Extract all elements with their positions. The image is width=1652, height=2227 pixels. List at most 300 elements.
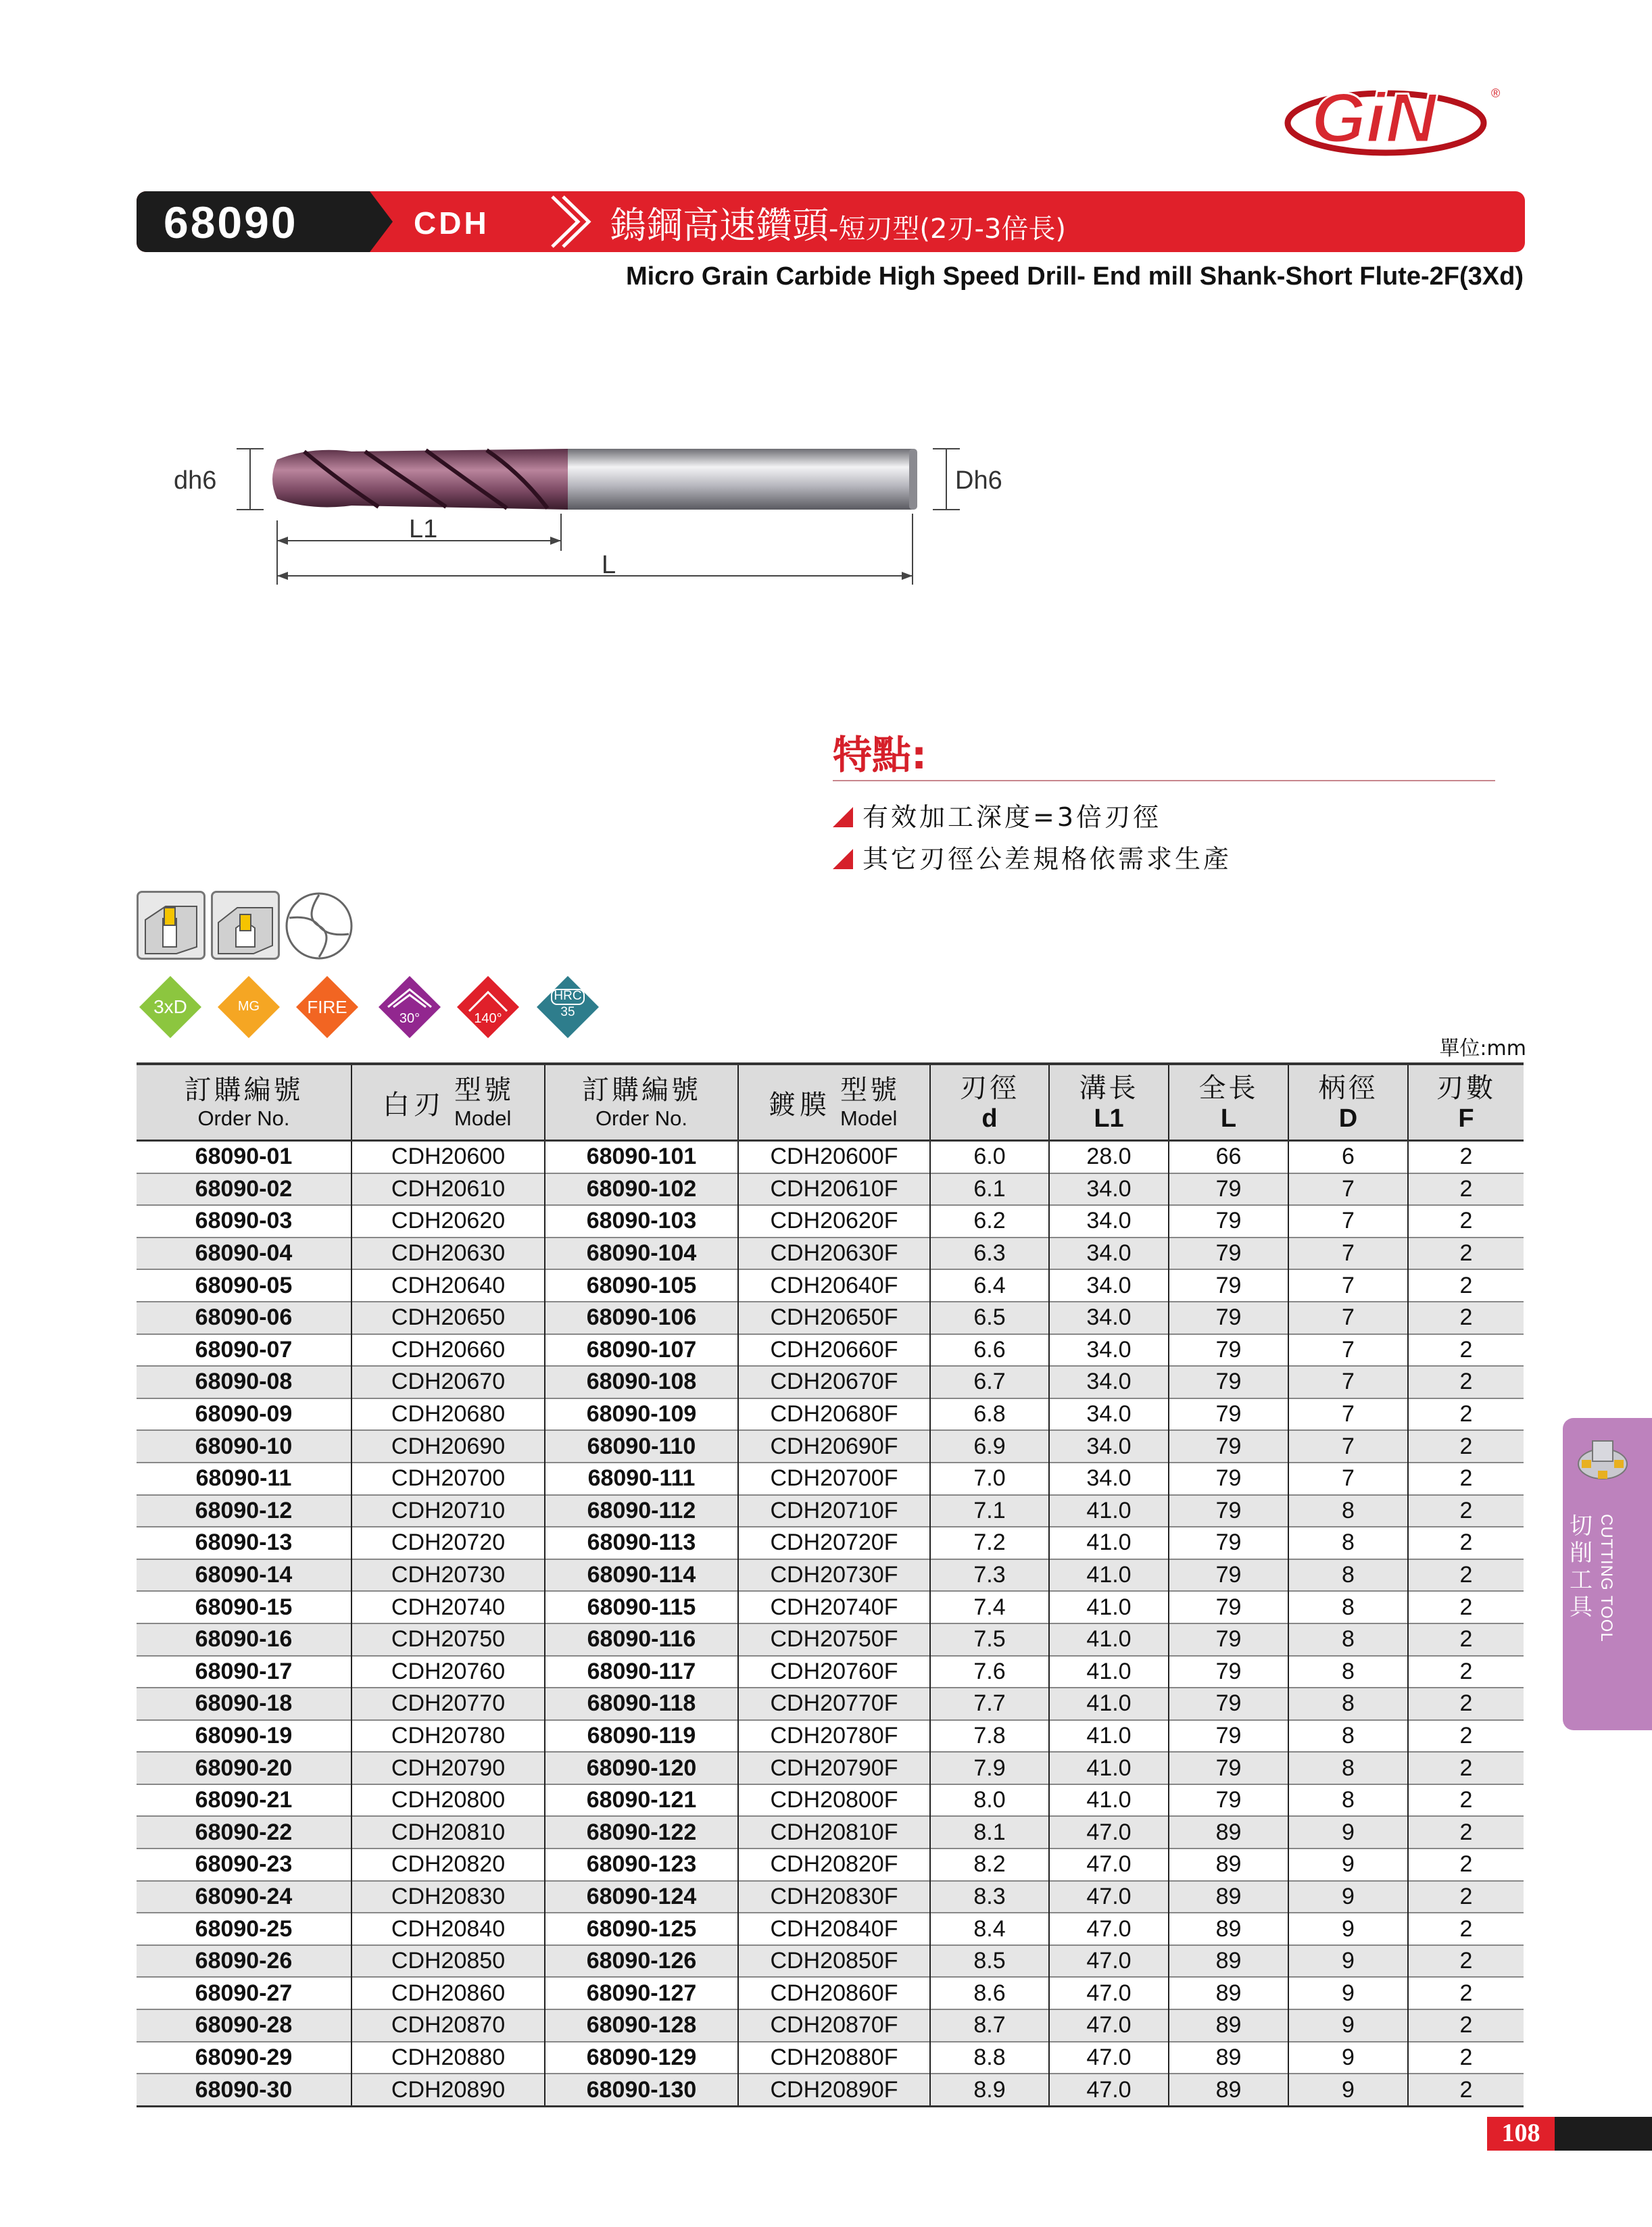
table-cell: 2 [1408, 1463, 1524, 1495]
table-cell: CDH20850 [351, 1945, 545, 1978]
table-cell: 79 [1169, 1720, 1288, 1753]
table-cell: 68090-12 [137, 1495, 351, 1527]
table-cell: 79 [1169, 1752, 1288, 1784]
table-cell: 41.0 [1049, 1495, 1169, 1527]
table-cell: 68090-14 [137, 1559, 351, 1592]
table-cell: CDH20840F [738, 1913, 930, 1945]
table-cell: 68090-111 [545, 1463, 738, 1495]
table-cell: CDH20840 [351, 1913, 545, 1945]
table-cell: 79 [1169, 1398, 1288, 1431]
table-cell: 79 [1169, 1591, 1288, 1623]
table-cell: CDH20810F [738, 1816, 930, 1849]
table-cell: 8.2 [930, 1849, 1049, 1881]
badge-fire-icon: FIRE [293, 973, 361, 1041]
table-cell: 68090-128 [545, 2009, 738, 2042]
table-cell: 8.4 [930, 1913, 1049, 1945]
table-row [137, 1366, 1524, 1398]
table-cell: 68090-103 [545, 1205, 738, 1238]
table-cell: 2 [1408, 1269, 1524, 1302]
table-cell: 8.8 [930, 2042, 1049, 2074]
table-cell: 68090-01 [137, 1141, 351, 1173]
table-cell: 7.5 [930, 1623, 1049, 1656]
table-cell: 6.0 [930, 1141, 1049, 1173]
table-cell: 7.1 [930, 1495, 1049, 1527]
table-row [137, 1623, 1524, 1656]
table-cell: 2 [1408, 1302, 1524, 1334]
table-row [137, 1591, 1524, 1623]
table-cell: 7.0 [930, 1463, 1049, 1495]
badge-3xd-icon: 3xD [137, 973, 204, 1041]
table-row [137, 1945, 1524, 1978]
table-row [137, 1527, 1524, 1559]
table-cell: 68090-20 [137, 1752, 351, 1784]
table-cell: 9 [1288, 1816, 1408, 1849]
table-cell: 8.6 [930, 1977, 1049, 2009]
table-cell: 68090-23 [137, 1849, 351, 1881]
table-cell: 6.6 [930, 1334, 1049, 1367]
col-order-no-coated: 訂購編號 Order No. [545, 1064, 738, 1141]
table-row [137, 1784, 1524, 1817]
table-row [137, 1559, 1524, 1592]
table-cell: 2 [1408, 1720, 1524, 1753]
table-cell: 2 [1408, 1398, 1524, 1431]
table-cell: 7.4 [930, 1591, 1049, 1623]
table-cell: 68090-116 [545, 1623, 738, 1656]
table-cell: 89 [1169, 2074, 1288, 2106]
table-row [137, 1688, 1524, 1720]
table-cell: 41.0 [1049, 1688, 1169, 1720]
table-cell: 68090-119 [545, 1720, 738, 1753]
product-name: 鎢鋼高速鑽頭-短刃型(2刃-3倍長) [610, 204, 1066, 247]
table-cell: CDH20700F [738, 1463, 930, 1495]
table-cell: CDH20740 [351, 1591, 545, 1623]
table-cell: 8.3 [930, 1881, 1049, 1913]
table-cell: 41.0 [1049, 1656, 1169, 1688]
table-cell: 41.0 [1049, 1591, 1169, 1623]
table-cell: CDH20670 [351, 1366, 545, 1398]
table-cell: 2 [1408, 1945, 1524, 1978]
table-row [137, 1238, 1524, 1270]
table-cell: 8 [1288, 1623, 1408, 1656]
table-cell: 8.7 [930, 2009, 1049, 2042]
table-cell: 7 [1288, 1398, 1408, 1431]
table-cell: 68090-29 [137, 2042, 351, 2074]
table-cell: CDH20800F [738, 1784, 930, 1817]
table-cell: 47.0 [1049, 1913, 1169, 1945]
table-cell: 9 [1288, 2074, 1408, 2106]
table-cell: CDH20650F [738, 1302, 930, 1334]
table-cell: 8.9 [930, 2074, 1049, 2106]
table-cell: CDH20880F [738, 2042, 930, 2074]
table-row [137, 1816, 1524, 1849]
table-cell: 68090-26 [137, 1945, 351, 1978]
table-cell: 66 [1169, 1141, 1288, 1173]
table-cell: 2 [1408, 1238, 1524, 1270]
table-cell: CDH20780F [738, 1720, 930, 1753]
table-cell: CDH20630 [351, 1238, 545, 1270]
table-cell: 6.2 [930, 1205, 1049, 1238]
table-cell: 79 [1169, 1688, 1288, 1720]
table-cell: 68090-122 [545, 1816, 738, 1849]
product-title-bar [137, 191, 1525, 252]
table-cell: 68090-126 [545, 1945, 738, 1978]
table-cell: 9 [1288, 1945, 1408, 1978]
table-cell: 7.7 [930, 1688, 1049, 1720]
page-number: 108 [1501, 2119, 1540, 2147]
table-cell: 68090-18 [137, 1688, 351, 1720]
table-cell: CDH20600 [351, 1141, 545, 1173]
table-cell: 68090-07 [137, 1334, 351, 1367]
table-cell: 6.9 [930, 1430, 1049, 1463]
table-cell: 41.0 [1049, 1784, 1169, 1817]
table-cell: CDH20700 [351, 1463, 545, 1495]
table-cell: 9 [1288, 2009, 1408, 2042]
drilling-operation-icon [137, 891, 205, 960]
col-flutes: 刃數 F [1408, 1064, 1524, 1141]
table-cell: 68090-24 [137, 1881, 351, 1913]
table-cell: 68090-115 [545, 1591, 738, 1623]
table-row [137, 1398, 1524, 1431]
table-cell: 7 [1288, 1205, 1408, 1238]
table-cell: 68090-21 [137, 1784, 351, 1817]
table-cell: 68090-09 [137, 1398, 351, 1431]
table-cell: 2 [1408, 1205, 1524, 1238]
table-cell: 2 [1408, 2074, 1524, 2106]
table-row [137, 1752, 1524, 1784]
table-cell: 7 [1288, 1463, 1408, 1495]
product-subtitle: Micro Grain Carbide High Speed Drill- End mill Shank-Short Flute-2F(3Xd) [625, 262, 1524, 291]
table-cell: 79 [1169, 1269, 1288, 1302]
table-cell: CDH20790F [738, 1752, 930, 1784]
drill-drawing [135, 419, 1014, 595]
table-cell: CDH20710F [738, 1495, 930, 1527]
table-cell: CDH20670F [738, 1366, 930, 1398]
table-cell: CDH20830F [738, 1881, 930, 1913]
side-tab-label-en: CUTTING TOOL [1597, 1514, 1615, 1642]
col-overall-length: 全長 L [1169, 1064, 1288, 1141]
table-cell: 7 [1288, 1238, 1408, 1270]
table-cell: 34.0 [1049, 1398, 1169, 1431]
table-cell: 2 [1408, 1430, 1524, 1463]
table-cell: 8 [1288, 1720, 1408, 1753]
dim-dh6-label: dh6 [174, 466, 217, 495]
table-cell: 68090-17 [137, 1656, 351, 1688]
table-cell: CDH20690F [738, 1430, 930, 1463]
table-cell: 68090-13 [137, 1527, 351, 1559]
table-cell: 79 [1169, 1302, 1288, 1334]
table-cell: 68090-19 [137, 1720, 351, 1753]
table-cell: 47.0 [1049, 2009, 1169, 2042]
table-cell: 68090-02 [137, 1173, 351, 1206]
table-cell: CDH20820 [351, 1849, 545, 1881]
table-cell: 79 [1169, 1656, 1288, 1688]
table-cell: 41.0 [1049, 1527, 1169, 1559]
table-cell: 8.0 [930, 1784, 1049, 1817]
table-cell: 9 [1288, 2042, 1408, 2074]
table-cell: 2 [1408, 1849, 1524, 1881]
table-cell: 7 [1288, 1302, 1408, 1334]
table-cell: 2 [1408, 1816, 1524, 1849]
table-row [137, 1720, 1524, 1753]
table-cell: CDH20820F [738, 1849, 930, 1881]
table-cell: CDH20650 [351, 1302, 545, 1334]
table-cell: 68090-121 [545, 1784, 738, 1817]
table-cell: CDH20620F [738, 1205, 930, 1238]
col-shank-diameter: 柄徑 D [1288, 1064, 1408, 1141]
product-code: 68090 [164, 197, 298, 247]
table-cell: 68090-28 [137, 2009, 351, 2042]
table-cell: 8 [1288, 1559, 1408, 1592]
table-cell: 8 [1288, 1688, 1408, 1720]
table-cell: CDH20760 [351, 1656, 545, 1688]
product-series: CDH [414, 205, 489, 241]
table-cell: 2 [1408, 2042, 1524, 2074]
table-cell: CDH20720 [351, 1527, 545, 1559]
table-cell: 68090-08 [137, 1366, 351, 1398]
table-cell: CDH20780 [351, 1720, 545, 1753]
table-cell: CDH20680 [351, 1398, 545, 1431]
table-cell: 68090-110 [545, 1430, 738, 1463]
table-row [137, 1656, 1524, 1688]
table-cell: CDH20860F [738, 1977, 930, 2009]
table-cell: 68090-113 [545, 1527, 738, 1559]
table-cell: 68090-129 [545, 2042, 738, 2074]
table-cell: 34.0 [1049, 1334, 1169, 1367]
table-cell: 34.0 [1049, 1173, 1169, 1206]
table-cell: CDH20630F [738, 1238, 930, 1270]
unit-label: 單位:mm [1439, 1037, 1526, 1060]
table-cell: CDH20610F [738, 1173, 930, 1206]
table-row [137, 1913, 1524, 1945]
table-cell: 2 [1408, 2009, 1524, 2042]
table-cell: 68090-03 [137, 1205, 351, 1238]
table-cell: 2 [1408, 1656, 1524, 1688]
table-cell: 2 [1408, 1334, 1524, 1367]
table-cell: CDH20850F [738, 1945, 930, 1978]
table-row [137, 1495, 1524, 1527]
table-cell: 7.3 [930, 1559, 1049, 1592]
table-cell: 6.5 [930, 1302, 1049, 1334]
badge-helix-30-icon: 30° [376, 973, 443, 1041]
table-cell: 2 [1408, 1173, 1524, 1206]
table-cell: 8 [1288, 1495, 1408, 1527]
table-cell: 68090-125 [545, 1913, 738, 1945]
table-cell: CDH20660F [738, 1334, 930, 1367]
table-cell: 79 [1169, 1495, 1288, 1527]
table-cell: 2 [1408, 1688, 1524, 1720]
table-header-row [137, 1064, 1524, 1141]
table-cell: 7.6 [930, 1656, 1049, 1688]
table-cell: 89 [1169, 1881, 1288, 1913]
table-cell: 7 [1288, 1366, 1408, 1398]
table-cell: CDH20720F [738, 1527, 930, 1559]
table-cell: 79 [1169, 1784, 1288, 1817]
table-cell: 89 [1169, 1849, 1288, 1881]
spec-table [137, 1062, 1524, 2107]
table-cell: CDH20640F [738, 1269, 930, 1302]
table-cell: CDH20870F [738, 2009, 930, 2042]
table-cell: 34.0 [1049, 1302, 1169, 1334]
table-cell: 2 [1408, 1784, 1524, 1817]
table-cell: 68090-124 [545, 1881, 738, 1913]
table-cell: 7.9 [930, 1752, 1049, 1784]
table-cell: 6.7 [930, 1366, 1049, 1398]
table-cell: 47.0 [1049, 1816, 1169, 1849]
table-cell: 8 [1288, 1527, 1408, 1559]
table-cell: 68090-10 [137, 1430, 351, 1463]
table-row [137, 2009, 1524, 2042]
table-cell: 8.5 [930, 1945, 1049, 1978]
table-cell: 8 [1288, 1752, 1408, 1784]
table-cell: 79 [1169, 1238, 1288, 1270]
gin-logo [1284, 68, 1514, 169]
table-cell: 68090-120 [545, 1752, 738, 1784]
table-cell: 2 [1408, 1913, 1524, 1945]
table-cell: 2 [1408, 1366, 1524, 1398]
table-cell: 79 [1169, 1559, 1288, 1592]
table-cell: 47.0 [1049, 2074, 1169, 2106]
table-cell: CDH20730F [738, 1559, 930, 1592]
table-cell: 34.0 [1049, 1366, 1169, 1398]
table-cell: 2 [1408, 1752, 1524, 1784]
dim-Dh6-label: Dh6 [955, 466, 1002, 495]
table-cell: 68090-105 [545, 1269, 738, 1302]
table-cell: 47.0 [1049, 1945, 1169, 1978]
table-cell: CDH20790 [351, 1752, 545, 1784]
table-cell: 79 [1169, 1366, 1288, 1398]
table-cell: 79 [1169, 1430, 1288, 1463]
table-cell: 9 [1288, 1977, 1408, 2009]
table-cell: 68090-130 [545, 2074, 738, 2106]
table-cell: 9 [1288, 1849, 1408, 1881]
table-cell: 34.0 [1049, 1238, 1169, 1270]
badge-hrc-35-icon: HRC 35 [534, 973, 602, 1041]
table-cell: CDH20770F [738, 1688, 930, 1720]
dim-L-label: L [602, 551, 616, 579]
table-cell: CDH20890F [738, 2074, 930, 2106]
table-cell: CDH20860 [351, 1977, 545, 2009]
table-row [137, 1463, 1524, 1495]
table-cell: 2 [1408, 1881, 1524, 1913]
table-row [137, 1430, 1524, 1463]
table-cell: 68090-25 [137, 1913, 351, 1945]
table-cell: CDH20770 [351, 1688, 545, 1720]
table-cell: 89 [1169, 2009, 1288, 2042]
table-cell: 6.4 [930, 1269, 1049, 1302]
table-cell: 68090-11 [137, 1463, 351, 1495]
table-cell: 34.0 [1049, 1269, 1169, 1302]
side-tab-label-zh: 切 削 工 具 [1570, 1513, 1593, 1621]
table-cell: 41.0 [1049, 1623, 1169, 1656]
table-cell: CDH20870 [351, 2009, 545, 2042]
table-cell: CDH20880 [351, 2042, 545, 2074]
table-cell: 34.0 [1049, 1430, 1169, 1463]
table-cell: 68090-102 [545, 1173, 738, 1206]
table-cell: CDH20760F [738, 1656, 930, 1688]
table-cell: 8.1 [930, 1816, 1049, 1849]
table-cell: 9 [1288, 1881, 1408, 1913]
table-cell: CDH20710 [351, 1495, 545, 1527]
table-cell: 2 [1408, 1495, 1524, 1527]
table-cell: 47.0 [1049, 1881, 1169, 1913]
table-cell: 68090-108 [545, 1366, 738, 1398]
table-cell: 68090-15 [137, 1591, 351, 1623]
table-cell: 68090-109 [545, 1398, 738, 1431]
table-cell: 9 [1288, 1913, 1408, 1945]
table-cell: 68090-05 [137, 1269, 351, 1302]
table-cell: 6.8 [930, 1398, 1049, 1431]
feature-item: 其它刃徑公差規格依需求生產 [833, 838, 1232, 875]
table-cell: CDH20890 [351, 2074, 545, 2106]
table-cell: CDH20690 [351, 1430, 545, 1463]
table-cell: 68090-16 [137, 1623, 351, 1656]
table-cell: 28.0 [1049, 1141, 1169, 1173]
table-row [137, 1141, 1524, 1173]
table-cell: 79 [1169, 1173, 1288, 1206]
table-cell: CDH20600F [738, 1141, 930, 1173]
table-cell: 2 [1408, 1623, 1524, 1656]
table-cell: 68090-118 [545, 1688, 738, 1720]
badge-mg-icon: MG [215, 973, 283, 1041]
col-coated-model: 鍍膜 型號 Model [738, 1064, 930, 1141]
table-cell: 2 [1408, 1591, 1524, 1623]
table-row [137, 1977, 1524, 2009]
table-cell: CDH20810 [351, 1816, 545, 1849]
table-cell: 7 [1288, 1334, 1408, 1367]
table-cell: 89 [1169, 1816, 1288, 1849]
table-cell: 68090-101 [545, 1141, 738, 1173]
table-row [137, 1334, 1524, 1367]
table-cell: CDH20750F [738, 1623, 930, 1656]
table-cell: 8 [1288, 1784, 1408, 1817]
table-cell: 8 [1288, 1591, 1408, 1623]
table-cell: 89 [1169, 2042, 1288, 2074]
table-cell: CDH20730 [351, 1559, 545, 1592]
table-cell: 2 [1408, 1527, 1524, 1559]
table-cell: 7 [1288, 1269, 1408, 1302]
table-cell: 68090-127 [545, 1977, 738, 2009]
table-cell: 68090-27 [137, 1977, 351, 2009]
col-flute-length: 溝長 L1 [1049, 1064, 1169, 1141]
table-cell: 47.0 [1049, 1849, 1169, 1881]
table-cell: 79 [1169, 1463, 1288, 1495]
table-cell: 2 [1408, 1977, 1524, 2009]
slotting-operation-icon [211, 891, 280, 960]
table-cell: 41.0 [1049, 1559, 1169, 1592]
milling-cutter-icon [1572, 1434, 1633, 1488]
table-cell: 79 [1169, 1334, 1288, 1367]
table-row [137, 2074, 1524, 2106]
table-cell: 41.0 [1049, 1720, 1169, 1753]
table-cell: 68090-117 [545, 1656, 738, 1688]
table-cell: 47.0 [1049, 2042, 1169, 2074]
table-row [137, 1849, 1524, 1881]
chevron-right-icon [545, 194, 593, 249]
badge-point-angle-140-icon: 140° [454, 973, 522, 1041]
table-row [137, 1205, 1524, 1238]
table-cell: CDH20800 [351, 1784, 545, 1817]
table-cell: 79 [1169, 1205, 1288, 1238]
table-cell: CDH20680F [738, 1398, 930, 1431]
table-cell: 47.0 [1049, 1977, 1169, 2009]
table-cell: CDH20620 [351, 1205, 545, 1238]
svg-text:®: ® [1491, 87, 1501, 100]
table-cell: 68090-104 [545, 1238, 738, 1270]
table-cell: CDH20660 [351, 1334, 545, 1367]
svg-text:GiN: GiN [1311, 79, 1436, 157]
table-cell: 6.3 [930, 1238, 1049, 1270]
table-cell: CDH20750 [351, 1623, 545, 1656]
